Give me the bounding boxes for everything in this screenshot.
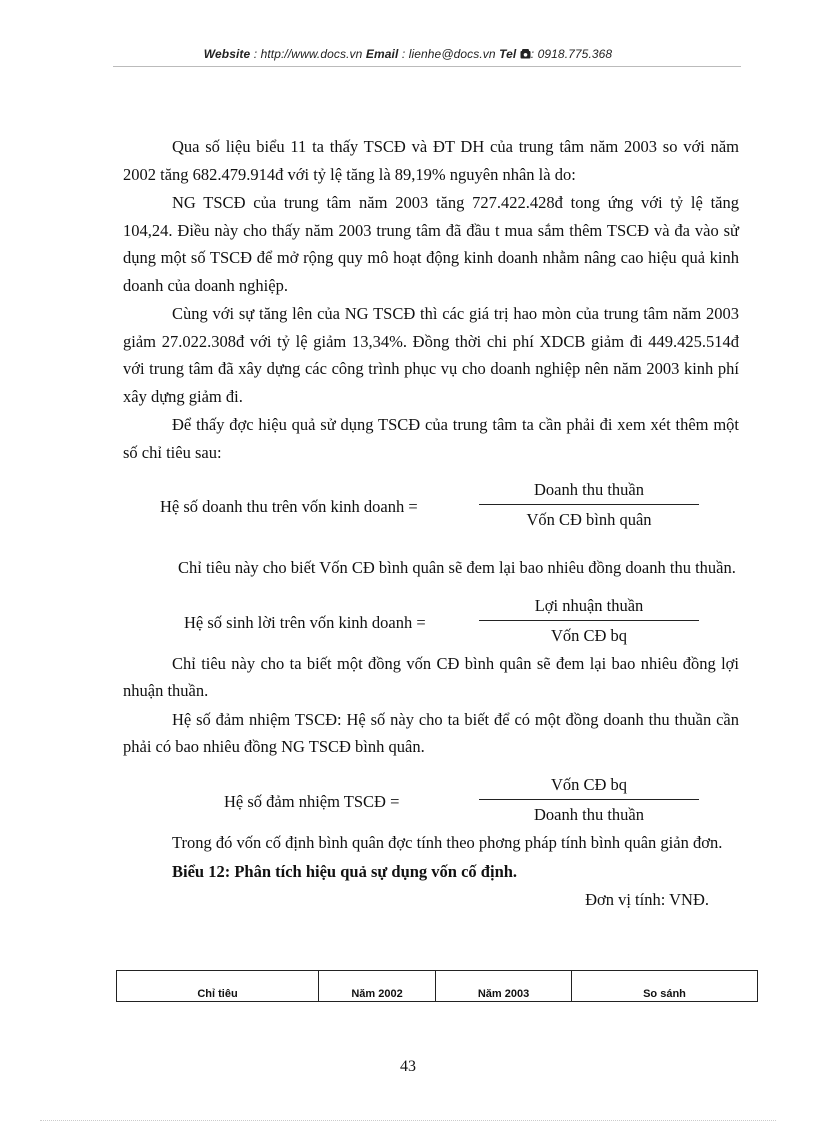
document-body [123, 133, 739, 912]
formula-2-numerator: Lợi nhuận thuần [479, 594, 699, 621]
formula-2-denominator: Vốn CĐ bq [550, 625, 628, 645]
website-url: : http://www.docs.vn [250, 47, 366, 61]
formula-1-denominator: Vốn CĐ bình quân [526, 510, 652, 529]
formula-3-numerator: Vốn CĐ bq [479, 773, 699, 800]
formula-1-lhs: Hệ số doanh thu trên vốn kinh doanh = [160, 497, 418, 516]
paragraph-7: Hệ số đảm nhiệm TSCĐ: Hệ số này cho ta biết để có một đồng doanh thu thuần cần phải có bao nhiêu đồng NG TSCĐ bình quân. [123, 709, 739, 756]
analysis-table-header [116, 970, 758, 1002]
paragraph-2: NG TSCĐ của trung tâm năm 2003 tăng 727.422.428đ tong ứng với tỷ lệ tăng 104,24. Điều này cho thấy năm 2003 trung tâm đã đầu t mua sắm thêm TSCĐ và đa vào sử dụng một số TSCĐ để mở rộng quy mô hoạt động kinh doanh nhằm nâng cao hiệu quả kinh doanh của doanh nghiệp. [123, 193, 739, 295]
page-number: 43 [400, 1058, 416, 1075]
footer-divider [40, 1120, 776, 1121]
formula-2-fraction [479, 594, 699, 647]
formula-3-denominator: Doanh thu thuần [534, 804, 644, 824]
phone-icon [520, 47, 531, 61]
tel-label: Tel [499, 47, 517, 61]
table-unit: Đơn vị tính: VNĐ. [585, 889, 709, 909]
col-header-2003: Năm 2003 [436, 971, 572, 1001]
formula-3-fraction [479, 773, 699, 826]
paragraph-6: Chỉ tiêu này cho ta biết một đồng vốn CĐ bình quân sẽ đem lại bao nhiêu đồng lợi nhuận thuần. [123, 653, 739, 700]
paragraph-5: Chỉ tiêu này cho biết Vốn CĐ bình quân sẽ đem lại bao nhiêu đồng doanh thu thuần. [178, 558, 736, 577]
formula-revenue-ratio [123, 478, 739, 530]
formula-profit-ratio [123, 594, 739, 646]
formula-2-lhs: Hệ số sinh lời trên vốn kinh doanh = [184, 612, 426, 632]
table-title: Biểu 12: Phân tích hiệu quả sự dụng vốn cố định. [172, 862, 518, 881]
header-divider [113, 66, 741, 67]
email-address: : lienhe@docs.vn [398, 47, 500, 61]
tel-number: : 0918.775.368 [530, 47, 613, 61]
email-label: Email [365, 47, 399, 61]
paragraph-3: Cùng với sự tăng lên của NG TSCĐ thì các giá trị hao mòn của trung tâm năm 2003 giảm 27.022.308đ với tỷ lệ giảm 13,34%. Đồng thời chi phí XDCB giảm đi 449.425.514đ với trung tâm đã xây dựng các công trình phục vụ cho doanh nghiệp nên năm 2003 kinh phí xây dựng giảm đi. [123, 304, 739, 406]
paragraph-4: Để thấy đợc hiệu quả sử dụng TSCĐ của trung tâm ta cần phải đi xem xét thêm một số chỉ tiêu sau: [123, 415, 739, 462]
formula-3-lhs: Hệ số đảm nhiệm TSCĐ = [224, 791, 400, 811]
col-header-indicator: Chỉ tiêu [117, 971, 319, 1001]
formula-burden-ratio [123, 773, 739, 825]
col-header-compare: So sánh [643, 988, 686, 1000]
paragraph-8: Trong đó vốn cố định bình quân đợc tính theo phơng pháp tính bình quân giản đơn. [172, 832, 723, 852]
formula-1-numerator: Doanh thu thuần [479, 478, 699, 505]
col-header-2002: Năm 2002 [319, 971, 436, 1001]
page-header [0, 47, 816, 61]
paragraph-1: Qua số liệu biểu 11 ta thấy TSCĐ và ĐT DH của trung tâm năm 2003 so với năm 2002 tăng 682.479.914đ với tỷ lệ tăng là 89,19% nguyên nhân là do: [123, 137, 739, 184]
formula-1-fraction [479, 478, 699, 531]
website-label: Website [203, 47, 251, 61]
